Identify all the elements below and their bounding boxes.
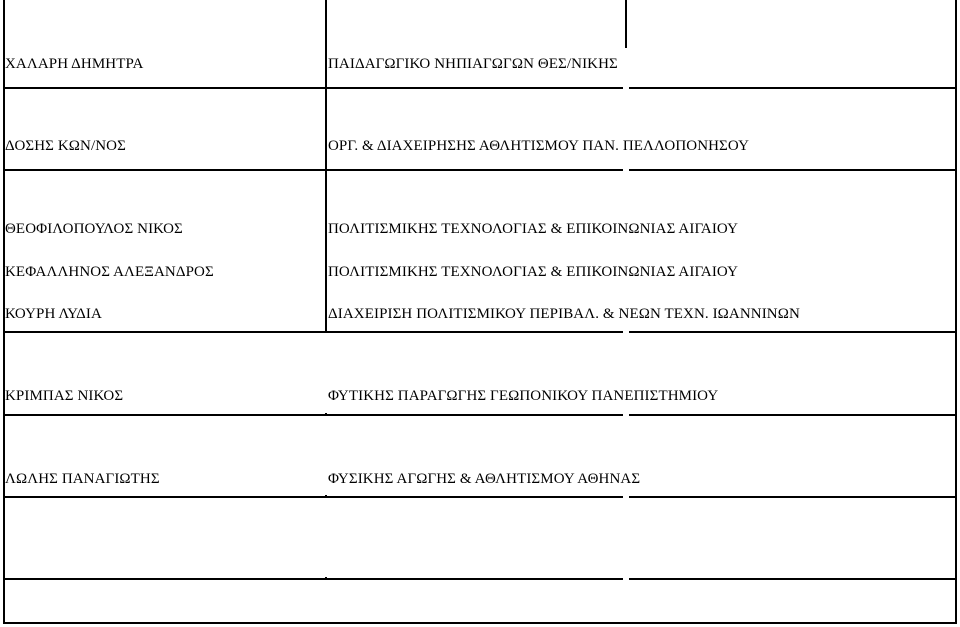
name-cell: ΛΩΛΗΣ ΠΑΝΑΓΙΩΤΗΣ: [5, 471, 160, 487]
department-cell: ΠΑΙΔΑΓΩΓΙΚΟ ΝΗΠΙΑΓΩΓΩΝ ΘΕΣ/ΝΙΚΗΣ: [328, 56, 618, 72]
department-cell: ΦΥΣΙΚΗΣ ΑΓΩΓΗΣ & ΑΘΛΗΤΙΣΜΟΥ ΑΘΗΝΑΣ: [328, 471, 641, 487]
name-cell: ΘΕΟΦΙΛΟΠΟΥΛΟΣ ΝΙΚΟΣ: [5, 221, 183, 237]
row-divider: [5, 87, 955, 89]
row-divider: [5, 331, 955, 333]
row-divider: [5, 578, 955, 580]
department-cell: ΠΟΛΙΤΙΣΜΙΚΗΣ ΤΕΧΝΟΛΟΓΙΑΣ & ΕΠΙΚΟΙΝΩΝΙΑΣ ΑΙΓΑΙΟΥ: [328, 221, 739, 237]
department-cell: ΦΥΤΙΚΗΣ ΠΑΡΑΓΩΓΗΣ ΓΕΩΠΟΝΙΚΟΥ ΠΑΝΕΠΙΣΤΗΜΙΟΥ: [328, 388, 719, 404]
department-cell: ΠΟΛΙΤΙΣΜΙΚΗΣ ΤΕΧΝΟΛΟΓΙΑΣ & ΕΠΙΚΟΙΝΩΝΙΑΣ ΑΙΓΑΙΟΥ: [328, 264, 739, 280]
column-divider-top: [625, 0, 627, 48]
row-divider: [5, 169, 955, 171]
department-cell: ΔΙΑΧΕΙΡΙΣΗ ΠΟΛΙΤΙΣΜΙΚΟΥ ΠΕΡΙΒΑΛ. & ΝΕΩΝ ΤΕΧΝ. ΙΩΑΝΝΙΝΩΝ: [328, 306, 800, 322]
row-divider: [5, 496, 955, 498]
name-cell: ΔΟΣΗΣ ΚΩΝ/ΝΟΣ: [5, 138, 126, 154]
name-cell: ΚΡΙΜΠΑΣ ΝΙΚΟΣ: [5, 388, 124, 404]
row-divider: [5, 414, 955, 416]
name-cell: ΧΑΛΑΡΗ ΔΗΜΗΤΡΑ: [5, 56, 144, 72]
name-cell: ΚΟΥΡΗ ΛΥΔΙΑ: [5, 306, 102, 322]
name-cell: ΚΕΦΑΛΛΗΝΟΣ ΑΛΕΞΑΝΔΡΟΣ: [5, 264, 214, 280]
department-cell: ΟΡΓ. & ΔΙΑΧΕΙΡΗΣΗΣ ΑΘΛΗΤΙΣΜΟΥ ΠΑΝ. ΠΕΛΛΟΠΟΝΗΣΟΥ: [328, 138, 750, 154]
